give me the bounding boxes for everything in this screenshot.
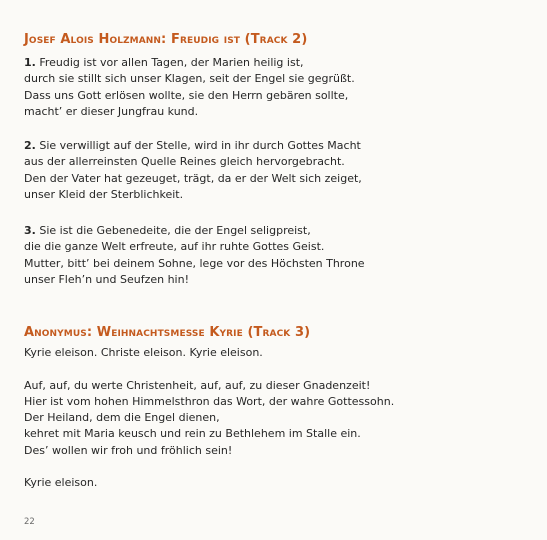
stanza-line: unser Kleid der Sterblichkeit. [24,187,184,201]
stanza-line: Mutter, bitt’ bei deinem Sohne, lege vor des Höchsten Throne [24,256,365,270]
kyrie-text [24,345,524,492]
stanza-line: unser Fleh’n und Seufzen hin! [24,272,189,286]
kyrie-line: Der Heiland, dem die Engel dienen, [24,411,220,425]
stanza-line: Dass uns Gott erlösen wollte, sie den Herrn gebären sollte, [24,88,349,102]
kyrie-line [24,361,524,377]
kyrie-line: Des’ wollen wir froh und fröhlich sein! [24,443,233,457]
stanza-number: 3. [24,224,36,237]
stanza-line: durch sie stillt sich unser Klagen, seit der Engel sie gegrüßt. [24,72,355,86]
stanza-line: macht’ er dieser Jungfrau kund. [24,104,199,118]
page-number: 22 [24,517,35,527]
stanza-line: aus der allerreinsten Quelle Reines gleich hervorgebracht. [24,155,345,169]
track3-heading: Anonymus: Weihnachtsmesse Kyrie (Track 3) [24,325,311,340]
stanza-line: 1. Freudig ist vor allen Tagen, der Marien heilig ist, [24,56,304,69]
track2-heading: Josef Alois Holzmann: Freudig ist (Track 2) [24,32,308,47]
stanza-line: die die ganze Welt erfreute, auf ihr ruhte Gottes Geist. [24,240,325,254]
stanza-number: 1. [24,56,36,69]
stanza-line: 3. Sie ist die Gebenedeite, die der Engel seligpreist, [24,224,311,237]
kyrie-line: Kyrie eleison. [24,476,98,490]
kyrie-line: Kyrie eleison. Christe eleison. Kyrie eleison. [24,346,263,359]
stanza-3 [24,223,524,288]
kyrie-line: Hier ist vom hohen Himmelsthron das Wort, der wahre Gottessohn. [24,394,395,408]
kyrie-line: kehret mit Maria keusch und rein zu Bethlehem im Stalle ein. [24,427,361,441]
stanza-2 [24,138,524,203]
stanza-number: 2. [24,139,36,152]
kyrie-line: Auf, auf, du werte Christenheit, auf, auf, zu dieser Gnadenzeit! [24,378,371,392]
stanza-1 [24,55,524,120]
stanza-line: Den der Vater hat gezeuget, trägt, da er der Welt sich zeiget, [24,171,362,185]
stanza-line: 2. Sie verwilligt auf der Stelle, wird in ihr durch Gottes Macht [24,139,361,152]
kyrie-line [24,459,524,475]
